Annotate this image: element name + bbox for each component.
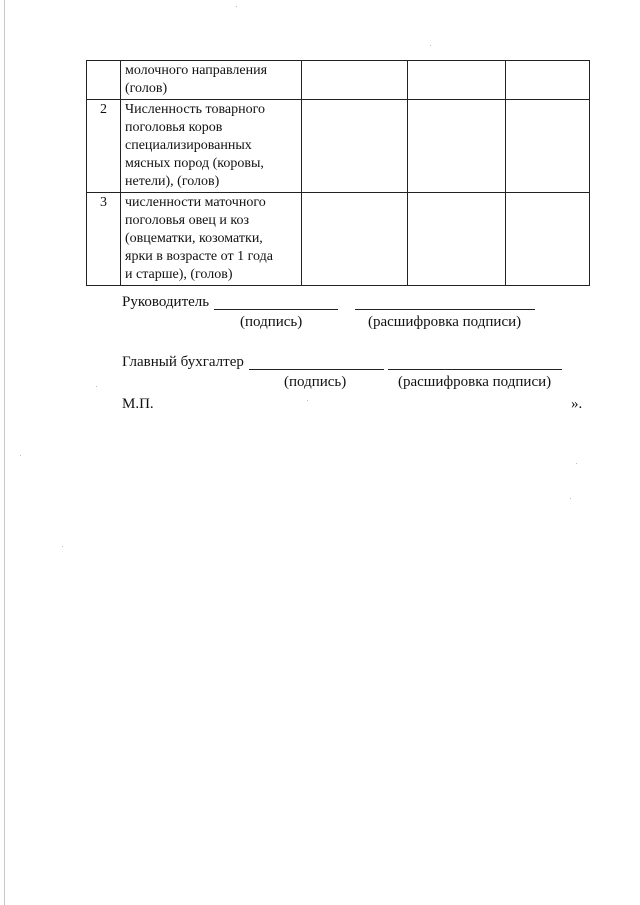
scan-speck — [576, 463, 577, 464]
row-label-line: нетели), (голов) — [125, 174, 220, 189]
row-label-line: молочного направления — [125, 63, 268, 78]
scan-speck — [236, 6, 237, 7]
stamp-placeholder: М.П. — [122, 396, 154, 412]
accountant-label: Главный бухгалтер — [122, 354, 244, 370]
closing-quote: ». — [571, 396, 583, 412]
accountant-signature-line[interactable] — [249, 369, 384, 370]
row-number: 3 — [87, 193, 121, 286]
value-cell[interactable] — [302, 100, 408, 193]
row-label-line: численности маточного — [125, 195, 266, 210]
row-label — [121, 100, 302, 193]
scan-speck — [570, 498, 571, 499]
scan-speck — [62, 546, 63, 547]
row-label-line: Численность товарного — [125, 102, 266, 117]
value-cell[interactable] — [506, 61, 590, 100]
scan-speck — [20, 455, 21, 456]
value-cell[interactable] — [302, 193, 408, 286]
head-decode-caption: (расшифровка подписи) — [368, 314, 522, 330]
table-row — [87, 100, 590, 193]
value-cell[interactable] — [408, 100, 506, 193]
scan-speck — [96, 386, 97, 387]
row-label — [121, 61, 302, 100]
head-sign-caption: (подпись) — [240, 314, 303, 330]
row-label-line: (овцематки, козоматки, — [125, 231, 263, 246]
row-label-line: мясных пород (коровы, — [125, 156, 264, 171]
row-number — [87, 61, 121, 100]
row-label-line: специализированных — [125, 138, 252, 153]
head-signature-line[interactable] — [214, 309, 338, 310]
accountant-sign-caption: (подпись) — [284, 374, 347, 390]
scan-edge-line — [4, 0, 5, 905]
scan-speck — [307, 400, 308, 401]
livestock-table — [86, 60, 590, 286]
row-label — [121, 193, 302, 286]
value-cell[interactable] — [506, 100, 590, 193]
row-label-line: (голов) — [125, 81, 168, 96]
table-row — [87, 193, 590, 286]
table-row — [87, 61, 590, 100]
row-label-line: поголовья коров — [125, 120, 223, 135]
row-label-line: и старше), (голов) — [125, 267, 233, 282]
value-cell[interactable] — [408, 193, 506, 286]
accountant-decode-line[interactable] — [388, 369, 562, 370]
head-label: Руководитель — [122, 294, 210, 310]
accountant-decode-caption: (расшифровка подписи) — [398, 374, 552, 390]
value-cell[interactable] — [302, 61, 408, 100]
head-decode-line[interactable] — [355, 309, 535, 310]
value-cell[interactable] — [408, 61, 506, 100]
scan-speck — [430, 45, 431, 46]
row-number: 2 — [87, 100, 121, 193]
value-cell[interactable] — [506, 193, 590, 286]
row-label-line: ярки в возрасте от 1 года — [125, 249, 273, 264]
row-label-line: поголовья овец и коз — [125, 213, 249, 228]
